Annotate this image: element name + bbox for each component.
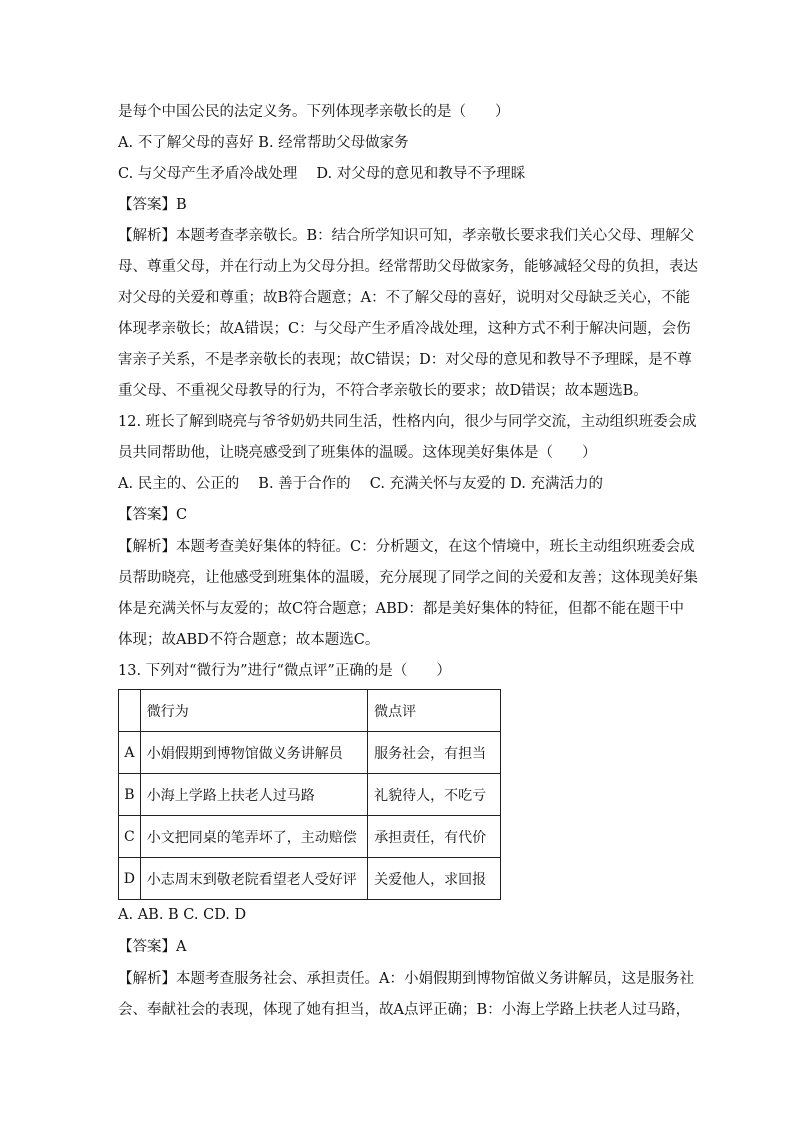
- q11-analysis-line-1: 【解析】本题考查孝亲敬长。B：结合所学知识可知，孝亲敬长要求我们关心父母、理解父: [118, 228, 695, 244]
- q13-analysis-line-2: 会、奉献社会的表现，体现了她有担当，故A点评正确；B：小海上学路上扶老人过马路，: [118, 1002, 691, 1018]
- q11-analysis-line-6: 重父母、不重视父母教导的行为，不符合孝亲敬长的要求；故D错误；故本题选B。: [118, 383, 648, 399]
- q12-analysis-line-3: 体是充满关怀与友爱的；故C符合题意；ABD：都是美好集体的特征，但都不能在题干中: [118, 601, 684, 617]
- q11-options-line-1: A. 不了解父母的喜好 B. 经常帮助父母做家务: [118, 135, 409, 151]
- table-row: [119, 816, 501, 858]
- table-cell: A: [119, 732, 141, 774]
- q11-options-line-2: C. 与父母产生矛盾冷战处理 D. 对父母的意见和教导不予理睬: [118, 166, 526, 182]
- table-header-row: [119, 690, 501, 732]
- q11-analysis-line-4: 体现孝亲敬长；故A错误；C：与父母产生矛盾冷战处理，这种方式不利于解决问题，会伤: [118, 321, 691, 337]
- table-cell: 小海上学路上扶老人过马路: [140, 774, 367, 816]
- table-header-cell: 微行为: [140, 690, 367, 732]
- q11-analysis-line-2: 母、尊重父母，并在行动上为父母分担。经常帮助父母做家务，能够减轻父母的负担，表达: [118, 259, 698, 275]
- table-cell: C: [119, 816, 141, 858]
- table-header-cell: [119, 690, 141, 732]
- q12-stem-line-2: 员共同帮助他，让晓亮感受到了班集体的温暖。这体现美好集体是（ ）: [118, 445, 597, 461]
- table-cell: 小娟假期到博物馆做义务讲解员: [140, 732, 367, 774]
- table-header-cell: 微点评: [368, 690, 501, 732]
- q12-answer: 【答案】C: [118, 507, 188, 523]
- q12-analysis-line-1: 【解析】本题考查美好集体的特征。C：分析题文，在这个情境中，班长主动组织班委会成: [118, 539, 695, 555]
- q12-options: A. 民主的、公正的 B. 善于合作的 C. 充满关怀与友爱的 D. 充满活力的: [118, 476, 604, 492]
- q12-stem-line-1: 12. 班长了解到晓亮与爷爷奶奶共同生活，性格内向，很少与同学交流，主动组织班委会成: [118, 414, 697, 430]
- table-cell: 小文把同桌的笔弄坏了，主动赔偿: [140, 816, 367, 858]
- q12-analysis-line-4: 体现；故ABD不符合题意；故本题选C。: [118, 632, 380, 648]
- table-cell: B: [119, 774, 141, 816]
- q11-analysis-line-3: 对父母的关爱和尊重；故B符合题意；A：不了解父母的喜好，说明对父母缺乏关心，不能: [118, 290, 691, 306]
- q13-analysis-line-1: 【解析】本题考查服务社会、承担责任。A：小娟假期到博物馆做义务讲解员，这是服务社: [118, 971, 694, 987]
- q11-stem-tail: 是每个中国公民的法定义务。下列体现孝亲敬长的是（ ）: [118, 104, 510, 120]
- table-cell: D: [119, 858, 141, 900]
- q11-analysis-line-5: 害亲子关系，不是孝亲敬长的表现；故C错误；D：对父母的意见和教导不予理睬，是不尊: [118, 352, 692, 368]
- table-cell: 礼貌待人，不吃亏: [368, 774, 501, 816]
- q13-table: [118, 689, 501, 900]
- q13-options: A. AB. B C. CD. D: [118, 907, 247, 923]
- q13-answer: 【答案】A: [118, 939, 187, 955]
- table-row: [119, 732, 501, 774]
- q12-analysis-line-2: 员帮助晓亮，让他感受到班集体的温暖，充分展现了同学之间的关爱和友善；这体现美好集: [118, 570, 698, 586]
- table-row: [119, 774, 501, 816]
- table-cell: 小志周末到敬老院看望老人受好评: [140, 858, 367, 900]
- table-cell: 关爱他人，求回报: [368, 858, 501, 900]
- table-cell: 承担责任，有代价: [368, 816, 501, 858]
- q11-answer: 【答案】B: [118, 197, 187, 213]
- q13-stem: 13. 下列对“微行为”进行“微点评”正确的是（ ）: [118, 663, 451, 679]
- table-cell: 服务社会，有担当: [368, 732, 501, 774]
- table-row: [119, 858, 501, 900]
